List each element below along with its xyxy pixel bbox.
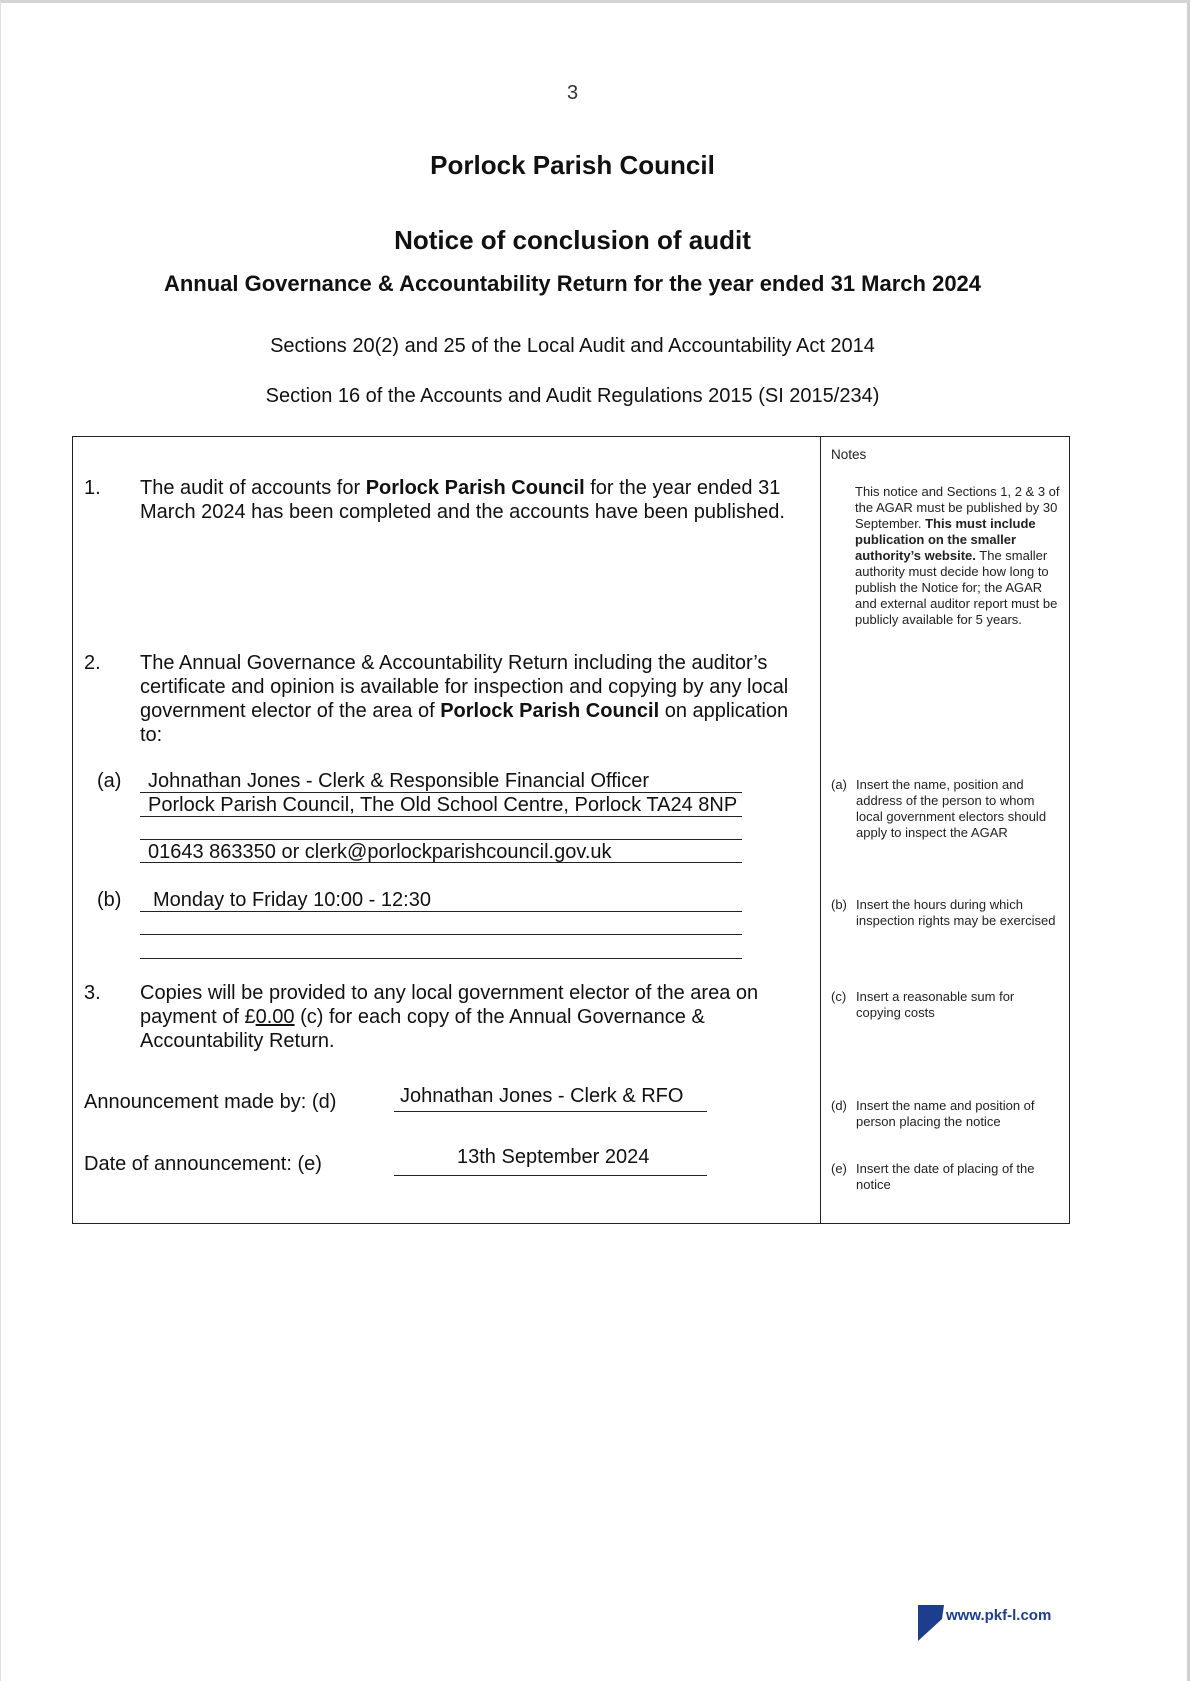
item-a-line-1: Johnathan Jones - Clerk & Responsible Financial Officer	[148, 770, 649, 792]
note-c-text: Insert a reasonable sum for copying costs	[856, 989, 1015, 1020]
copy-fee-amount: 0.00	[255, 1006, 295, 1028]
section-1-text-pre: The audit of accounts for	[140, 477, 366, 499]
item-a-label: (a)	[97, 770, 122, 792]
section-2-number: 2.	[84, 652, 101, 674]
date-value: 13th September 2024	[457, 1146, 650, 1168]
footer-website: www.pkf-l.com	[946, 1607, 1052, 1624]
item-b-underline-3	[140, 958, 742, 959]
note-e-text: Insert the date of placing of the notice	[856, 1161, 1035, 1192]
legislation-line-2: Section 16 of the Accounts and Audit Regulations 2015 (SI 2015/234)	[265, 385, 880, 407]
announcement-label: Announcement made by: (d)	[84, 1091, 337, 1113]
date-underline	[394, 1175, 707, 1176]
section-2-text-post: on application to:	[140, 700, 789, 746]
note-a	[831, 777, 1061, 841]
section-1-number: 1.	[84, 477, 101, 499]
item-a-underline-2	[140, 816, 742, 817]
item-a-line-2: Porlock Parish Council, The Old School Centre, Porlock TA24 8NP	[148, 794, 738, 816]
note-b-label: (b)	[831, 897, 847, 912]
section-1-text-post: for the year ended 31 March 2024 has been completed and the accounts have been published.	[140, 477, 785, 523]
notes-column-divider	[820, 436, 821, 1224]
section-2-text-pre: The Annual Governance & Accountability Return including the auditor’s certificate and opinion is available for inspection and copying by any local government elector of the area of	[140, 652, 789, 722]
item-a-underline-3	[140, 839, 742, 840]
note-d-label: (d)	[831, 1098, 847, 1113]
note-a-label: (a)	[831, 777, 847, 792]
page-number: 3	[566, 82, 579, 104]
item-b-label: (b)	[97, 889, 122, 911]
item-b-underline-1	[140, 911, 742, 912]
note-c	[831, 989, 1061, 1021]
note-d	[831, 1098, 1061, 1130]
item-a-underline-1	[140, 792, 742, 793]
note-a-text: Insert the name, position and address of the person to whom local government electors should apply to inspect the AGAR	[856, 777, 1047, 840]
item-a-underline-4	[140, 862, 742, 863]
notes-intro-post: The smaller authority must decide how long to publish the Notice for; the AGAR and external auditor report must be publicly available for 5 years.	[855, 548, 1058, 627]
agar-subtitle: Annual Governance & Accountability Return for the year ended 31 March 2024	[163, 271, 982, 296]
note-d-text: Insert the name and position of person placing the notice	[856, 1098, 1035, 1129]
section-3-text-pre: Copies will be provided to any local government elector of the area on payment of £	[140, 982, 759, 1028]
notes-intro-bold: This must include publication on the smaller authority’s website.	[855, 516, 1036, 563]
notes-heading: Notes	[831, 447, 867, 462]
notice-title: Notice of conclusion of audit	[394, 225, 751, 255]
section-2-council-name: Porlock Parish Council	[440, 700, 660, 722]
item-b-line-1: Monday to Friday 10:00 - 12:30	[153, 889, 431, 911]
notes-intro	[855, 484, 1063, 628]
section-3-text	[140, 981, 805, 1053]
note-c-label: (c)	[831, 989, 847, 1004]
section-3-text-post: (c) for each copy of the Annual Governance & Accountability Return.	[140, 1006, 705, 1052]
section-2-text	[140, 651, 800, 747]
note-b-text: Insert the hours during which inspection rights may be exercised	[856, 897, 1056, 928]
section-3-number: 3.	[84, 982, 101, 1004]
notes-intro-pre: This notice and Sections 1, 2 & 3 of the AGAR must be published by 30 September.	[855, 484, 1060, 531]
section-1-council-name: Porlock Parish Council	[365, 477, 585, 499]
pkf-logo-icon	[918, 1605, 944, 1646]
date-label: Date of announcement: (e)	[84, 1153, 322, 1175]
announcement-underline	[394, 1111, 707, 1112]
note-b	[831, 897, 1061, 929]
section-1-text	[140, 476, 810, 524]
item-a-line-4: 01643 863350 or clerk@porlockparishcouncil.gov.uk	[148, 841, 612, 863]
announcement-value: Johnathan Jones - Clerk & RFO	[400, 1085, 684, 1107]
item-b-underline-2	[140, 934, 742, 935]
note-e-label: (e)	[831, 1161, 847, 1176]
council-title: Porlock Parish Council	[430, 150, 715, 180]
legislation-line-1: Sections 20(2) and 25 of the Local Audit and Accountability Act 2014	[270, 335, 875, 357]
note-e	[831, 1161, 1061, 1193]
